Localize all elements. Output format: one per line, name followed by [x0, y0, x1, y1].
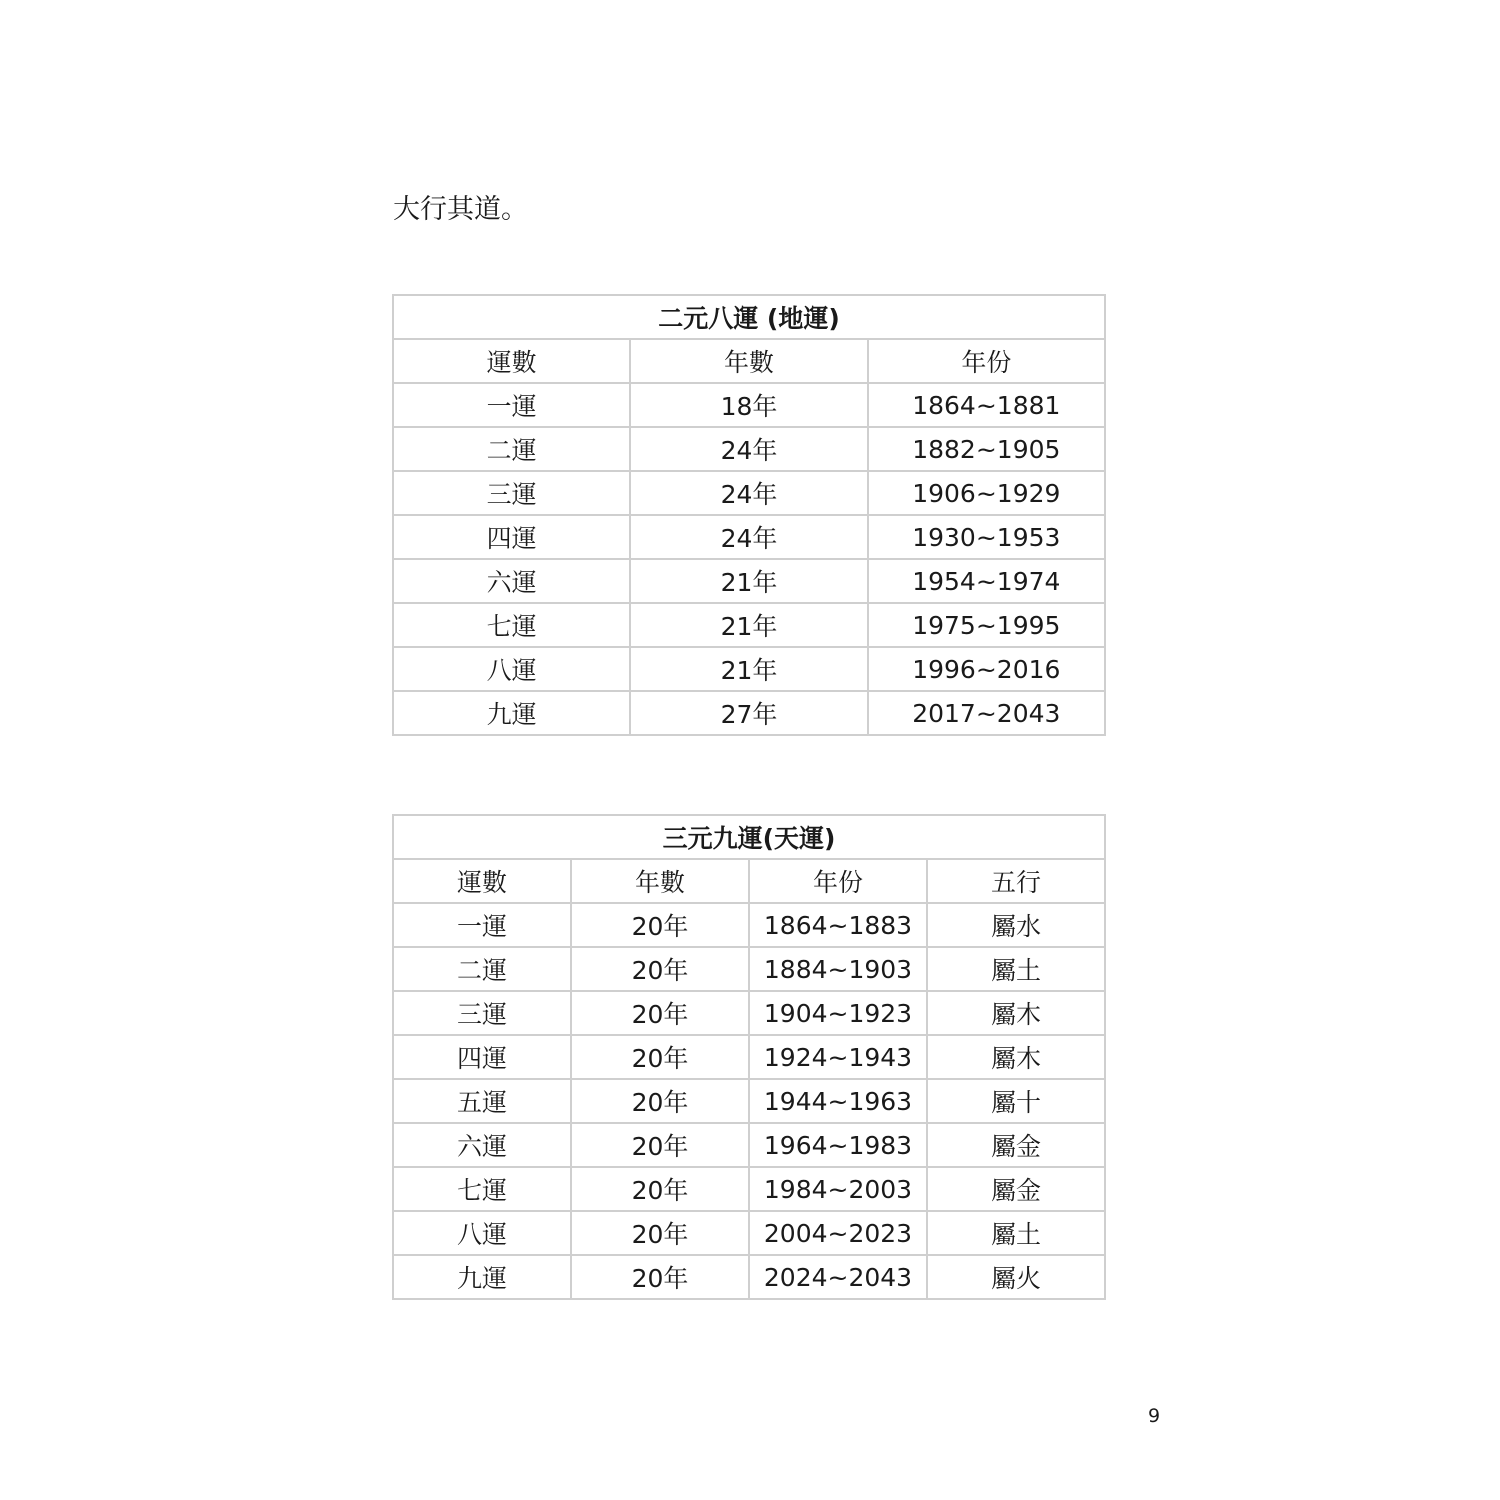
table-row	[393, 559, 1105, 603]
table-cell: 1924~1943	[749, 1035, 927, 1079]
table-row	[393, 691, 1105, 735]
table-cell: 1975~1995	[868, 603, 1105, 647]
column-header: 年數	[571, 859, 749, 903]
column-header: 運數	[393, 339, 630, 383]
table-row	[393, 991, 1105, 1035]
table-row	[393, 383, 1105, 427]
intro-text: 大行其道。	[393, 194, 528, 225]
table-cell: 1906~1929	[868, 471, 1105, 515]
table-cell: 四運	[393, 515, 630, 559]
table-header-row	[393, 859, 1105, 903]
table-cell: 24年	[630, 471, 867, 515]
table-row	[393, 471, 1105, 515]
table-cell: 屬火	[927, 1255, 1105, 1299]
table-cell: 五運	[393, 1079, 571, 1123]
table-cell: 21年	[630, 603, 867, 647]
table-cell: 1996~2016	[868, 647, 1105, 691]
table-cell: 20年	[571, 903, 749, 947]
table-row	[393, 1079, 1105, 1123]
table-cell: 七運	[393, 1167, 571, 1211]
table-cell: 二運	[393, 427, 630, 471]
table-cell: 20年	[571, 1079, 749, 1123]
table-row	[393, 1255, 1105, 1299]
table-row	[393, 1211, 1105, 1255]
table-cell: 屬土	[927, 947, 1105, 991]
table-cell: 九運	[393, 691, 630, 735]
table-row	[393, 427, 1105, 471]
table-header-row	[393, 339, 1105, 383]
table-row	[393, 903, 1105, 947]
table-cell: 20年	[571, 1123, 749, 1167]
table-cell: 20年	[571, 947, 749, 991]
table-cell: 屬土	[927, 1211, 1105, 1255]
table-cell: 21年	[630, 647, 867, 691]
page-number: 9	[1148, 1405, 1161, 1427]
table-cell: 屬金	[927, 1123, 1105, 1167]
table-row	[393, 1123, 1105, 1167]
table-cell: 七運	[393, 603, 630, 647]
table-title: 三元九運(天運)	[393, 815, 1105, 859]
table-cell: 1954~1974	[868, 559, 1105, 603]
table-cell: 二運	[393, 947, 571, 991]
table-row	[393, 515, 1105, 559]
table-row	[393, 603, 1105, 647]
table-cell: 八運	[393, 647, 630, 691]
column-header: 年份	[749, 859, 927, 903]
table-cell: 屬金	[927, 1167, 1105, 1211]
table-title-row	[393, 295, 1105, 339]
table-cell: 1864~1881	[868, 383, 1105, 427]
table-cell: 1944~1963	[749, 1079, 927, 1123]
table-row	[393, 647, 1105, 691]
column-header: 五行	[927, 859, 1105, 903]
table-cell: 27年	[630, 691, 867, 735]
table-cell: 20年	[571, 1255, 749, 1299]
table-cell: 24年	[630, 427, 867, 471]
table-cell: 20年	[571, 1167, 749, 1211]
column-header: 年份	[868, 339, 1105, 383]
table-cell: 24年	[630, 515, 867, 559]
table-cell: 1964~1983	[749, 1123, 927, 1167]
table-title: 二元八運 (地運)	[393, 295, 1105, 339]
table-cell: 1884~1903	[749, 947, 927, 991]
table-cell: 三運	[393, 471, 630, 515]
table-cell: 1904~1923	[749, 991, 927, 1035]
table-cell: 18年	[630, 383, 867, 427]
table-cell: 20年	[571, 991, 749, 1035]
table-cell: 四運	[393, 1035, 571, 1079]
table-cell: 三運	[393, 991, 571, 1035]
column-header: 年數	[630, 339, 867, 383]
table-cell: 屬木	[927, 1035, 1105, 1079]
table-cell: 1864~1883	[749, 903, 927, 947]
table-cell: 屬水	[927, 903, 1105, 947]
table-cell: 21年	[630, 559, 867, 603]
table-cell: 屬十	[927, 1079, 1105, 1123]
table-cell: 20年	[571, 1035, 749, 1079]
table-row	[393, 1035, 1105, 1079]
table-cell: 2024~2043	[749, 1255, 927, 1299]
table-cell: 1984~2003	[749, 1167, 927, 1211]
table-cell: 1882~1905	[868, 427, 1105, 471]
column-header: 運數	[393, 859, 571, 903]
table-cell: 九運	[393, 1255, 571, 1299]
table-cell: 屬木	[927, 991, 1105, 1035]
table-cell: 一運	[393, 903, 571, 947]
table-cell: 1930~1953	[868, 515, 1105, 559]
earth-luck-table	[392, 294, 1106, 736]
table-row	[393, 947, 1105, 991]
table-cell: 20年	[571, 1211, 749, 1255]
table-cell: 六運	[393, 559, 630, 603]
table-row	[393, 1167, 1105, 1211]
table-cell: 一運	[393, 383, 630, 427]
table-cell: 2004~2023	[749, 1211, 927, 1255]
table-cell: 六運	[393, 1123, 571, 1167]
table-cell: 2017~2043	[868, 691, 1105, 735]
table-cell: 八運	[393, 1211, 571, 1255]
table-title-row	[393, 815, 1105, 859]
heaven-luck-table	[392, 814, 1106, 1300]
